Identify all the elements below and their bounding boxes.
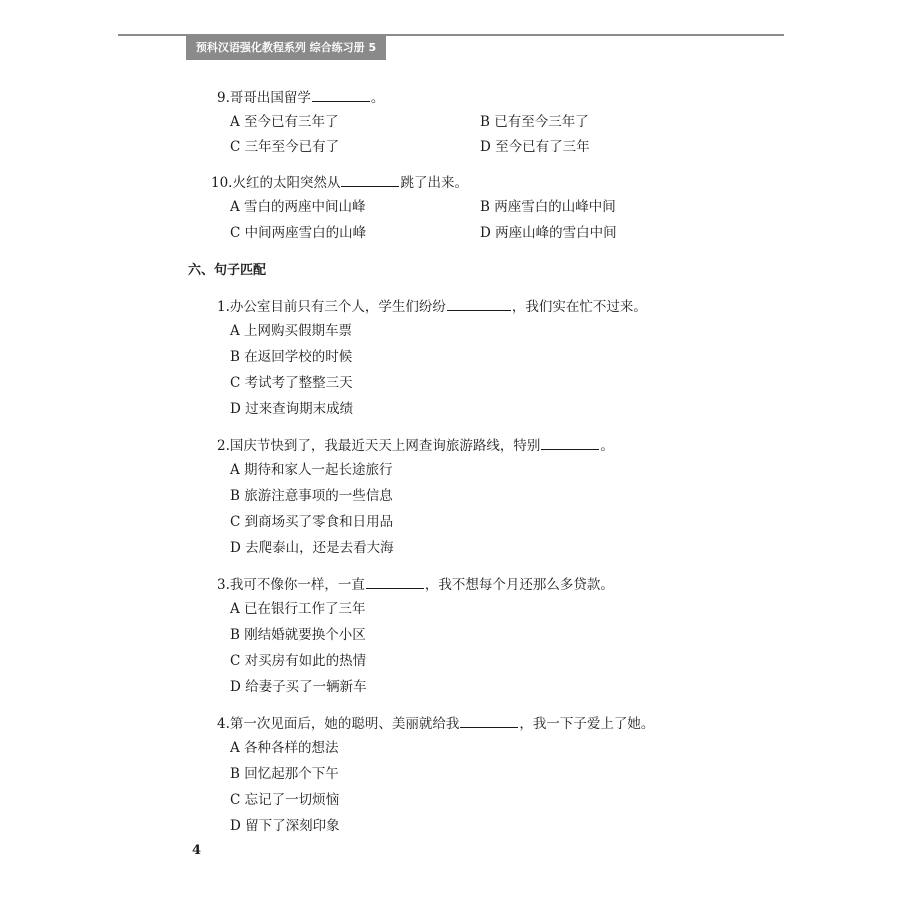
question-10 bbox=[211, 173, 468, 192]
section-title: 六、句子匹配 bbox=[188, 263, 267, 278]
option-3c: C 对买房有如此的热情 bbox=[230, 653, 367, 669]
question-number: 2. bbox=[217, 438, 230, 454]
option-10b: B 两座雪白的山峰中间 bbox=[480, 199, 616, 215]
question-text-after: 跳了出来。 bbox=[400, 175, 468, 191]
option-10d: D 两座山峰的雪白中间 bbox=[480, 225, 617, 241]
question-text-before: 我可不像你一样，一直 bbox=[229, 577, 365, 593]
header-title: 预科汉语强化教程系列 综合练习册 5 bbox=[186, 36, 386, 60]
option-3a: A 已在银行工作了三年 bbox=[230, 601, 366, 617]
question-text-before: 国庆节快到了，我最近天天上网查询旅游路线，特别 bbox=[229, 438, 541, 454]
matching-question-2 bbox=[217, 436, 614, 455]
question-number: 1. bbox=[217, 299, 230, 315]
question-text-before: 哥哥出国留学 bbox=[229, 90, 311, 106]
option-1a: A 上网购买假期车票 bbox=[230, 323, 353, 339]
option-10c: C 中间两座雪白的山峰 bbox=[230, 225, 367, 241]
option-9a: A 至今已有三年了 bbox=[230, 114, 339, 130]
answer-blank bbox=[447, 297, 511, 311]
option-1b: B 在返回学校的时候 bbox=[230, 349, 353, 365]
option-9c: C 三年至今已有了 bbox=[230, 139, 340, 155]
option-4b: B 回忆起那个下午 bbox=[230, 766, 339, 782]
answer-blank bbox=[460, 714, 518, 728]
question-text-before: 办公室目前只有三个人，学生们纷纷 bbox=[229, 299, 446, 315]
question-text-after: 。 bbox=[600, 438, 614, 454]
matching-question-1 bbox=[217, 297, 647, 316]
option-3d: D 给妻子买了一辆新车 bbox=[230, 679, 367, 695]
question-9 bbox=[217, 88, 384, 107]
question-number: 4. bbox=[217, 716, 230, 732]
option-9d: D 至今已有了三年 bbox=[480, 139, 590, 155]
question-text-after: 。 bbox=[370, 90, 385, 106]
answer-blank bbox=[366, 575, 424, 589]
question-text-before: 第一次见面后，她的聪明、美丽就给我 bbox=[229, 716, 460, 732]
matching-question-4 bbox=[217, 714, 654, 733]
option-2c: C 到商场买了零食和日用品 bbox=[230, 514, 394, 530]
option-1d: D 过来查询期末成绩 bbox=[230, 401, 354, 417]
answer-blank bbox=[341, 173, 399, 187]
option-2d: D 去爬泰山，还是去看大海 bbox=[230, 540, 394, 556]
question-text-after: ，我们实在忙不过来。 bbox=[511, 299, 647, 315]
question-number: 3. bbox=[217, 577, 230, 593]
answer-blank bbox=[312, 88, 370, 102]
option-1c: C 考试考了整整三天 bbox=[230, 375, 353, 391]
question-text-before: 火红的太阳突然从 bbox=[232, 175, 341, 191]
option-2a: A 期待和家人一起长途旅行 bbox=[230, 462, 393, 478]
question-number: 10. bbox=[211, 175, 233, 191]
question-text-after: ，我不想每个月还那么多贷款。 bbox=[424, 577, 614, 593]
question-text-after: ，我一下子爱上了她。 bbox=[519, 716, 655, 732]
page-number: 4 bbox=[192, 843, 202, 858]
option-4a: A 各种各样的想法 bbox=[230, 740, 339, 756]
answer-blank bbox=[541, 436, 599, 450]
question-number: 9. bbox=[217, 90, 230, 106]
matching-question-3 bbox=[217, 575, 614, 594]
option-10a: A 雪白的两座中间山峰 bbox=[230, 199, 366, 215]
option-2b: B 旅游注意事项的一些信息 bbox=[230, 488, 393, 504]
option-3b: B 刚结婚就要换个小区 bbox=[230, 627, 366, 643]
option-4d: D 留下了深刻印象 bbox=[230, 818, 340, 834]
option-4c: C 忘记了一切烦恼 bbox=[230, 792, 340, 808]
option-9b: B 已有至今三年了 bbox=[480, 114, 589, 130]
